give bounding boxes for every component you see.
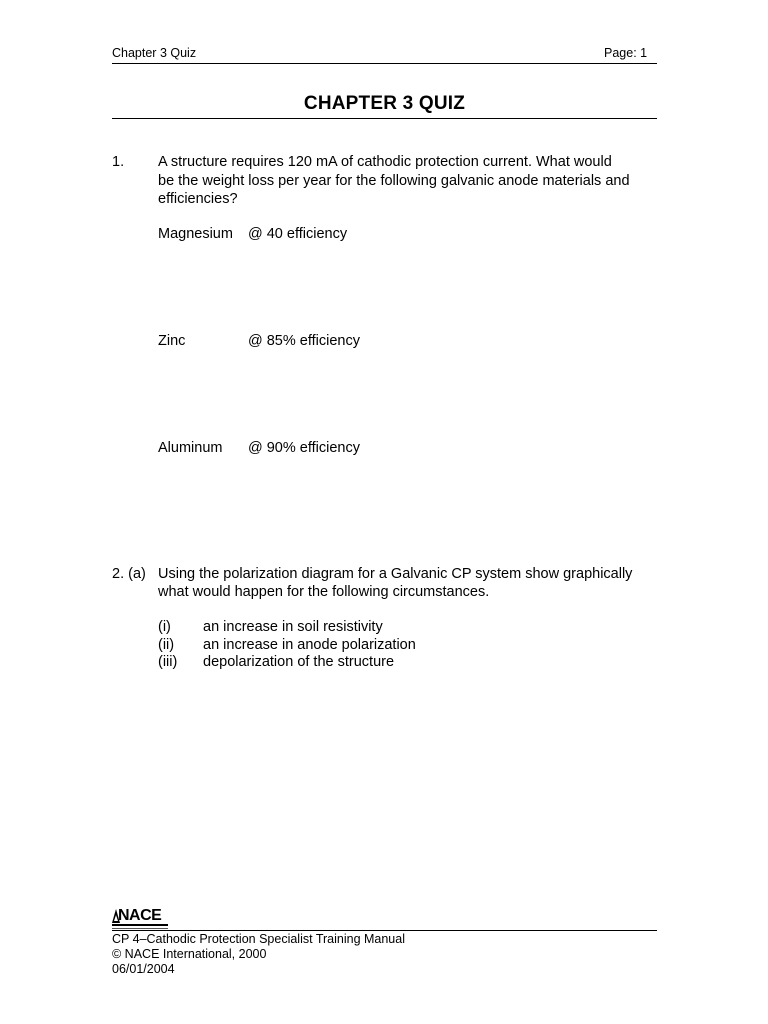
question-2-line-2: what would happen for the following circumstances.: [158, 584, 490, 600]
anode-efficiency-zinc: @ 85% efficiency: [248, 333, 360, 349]
question-1-line-3: efficiencies?: [158, 191, 238, 207]
footer-copyright: © NACE International, 2000: [112, 947, 267, 961]
sub-item-text: depolarization of the structure: [203, 654, 395, 670]
question-1-line-2: be the weight loss per year for the following galvanic anode materials and: [158, 173, 630, 189]
sub-item-text: an increase in soil resistivity: [203, 619, 383, 635]
question-1-number: 1.: [112, 154, 125, 170]
anode-material-magnesium: Magnesium: [158, 226, 233, 242]
nace-logo-bar: [112, 924, 168, 926]
sub-item-marker: (ii): [158, 637, 175, 653]
question-1-line-1: A structure requires 120 mA of cathodic protection current. What would: [158, 154, 612, 170]
sub-item-marker: (iii): [158, 654, 178, 670]
title-rule: [112, 118, 657, 119]
page-title: CHAPTER 3 QUIZ: [303, 93, 466, 114]
header-rule: [112, 63, 657, 64]
header-chapter-label: Chapter 3 Quiz: [112, 46, 197, 60]
anode-efficiency-aluminum: @ 90% efficiency: [248, 440, 360, 456]
question-2-number: 2. (a): [112, 566, 146, 582]
footer-manual-title: CP 4–Cathodic Protection Specialist Training Manual: [112, 932, 405, 946]
sub-item-text: an increase in anode polarization: [203, 637, 416, 653]
sub-item-marker: (i): [158, 619, 171, 635]
footer-rule: [112, 930, 657, 931]
nace-logo-wordmark: NACE: [118, 907, 162, 924]
nace-logo: [112, 908, 172, 930]
footer-date: 06/01/2004: [112, 962, 175, 976]
anode-material-zinc: Zinc: [158, 333, 186, 349]
header-page-number: Page: 1: [604, 46, 648, 60]
nace-logo-underline: [112, 928, 168, 929]
anode-material-aluminum: Aluminum: [158, 440, 223, 456]
question-2-line-1: Using the polarization diagram for a Galvanic CP system show graphically: [158, 566, 633, 582]
anode-efficiency-magnesium: @ 40 efficiency: [248, 226, 348, 242]
